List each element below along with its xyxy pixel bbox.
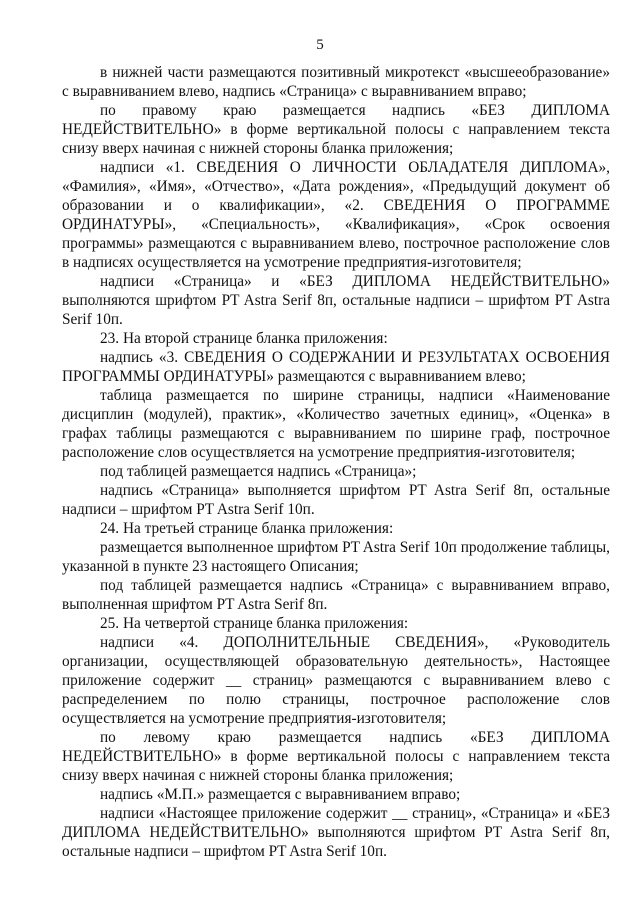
paragraph: надпись «Страница» выполняется шрифтом PT Astra Serif 8п, остальные надписи – шрифтом PT Astra Serif 10п.	[62, 482, 610, 518]
paragraph: под таблицей размещается надпись «Страница»;	[100, 463, 417, 480]
section-heading: 25. На четвертой странице бланка приложения:	[100, 615, 409, 632]
paragraph: надписи «1. СВЕДЕНИЯ О ЛИЧНОСТИ ОБЛАДАТЕЛЯ ДИПЛОМА», «Фамилия», «Имя», «Отчество», «Дата рождения», «Предыдущий документ об образовании и о квалификации», «2. СВЕДЕНИЯ О ПРОГРАММЕ ОРДИНАТУРЫ», «Специальность», «Квалификация», «Срок освоения программы» размещаются с выравниванием влево, построчное расположение слов в надписях осуществляется на усмотрение предприятия-изготовителя;	[62, 159, 610, 271]
paragraph: размещается выполненное шрифтом PT Astra Serif 10п продолжение таблицы, указанной в пункте 23 настоящего Описания;	[62, 539, 610, 575]
section-heading: 24. На третьей странице бланка приложения:	[100, 520, 394, 537]
paragraph: надпись «М.П.» размещается с выравниванием вправо;	[100, 786, 461, 803]
paragraph: надписи «Настоящее приложение содержит __ страниц», «Страница» и «БЕЗ ДИПЛОМА НЕДЕЙСТВИТЕЛЬНО» выполняются шрифтом PT Astra Serif 8п, остальные надписи – шрифтом PT Astra Serif 10п.	[62, 805, 610, 860]
section-heading: 23. На второй странице бланка приложения:	[100, 330, 388, 347]
page-number: 5	[316, 37, 324, 53]
paragraph: по правому краю размещается надпись «БЕЗ ДИПЛОМА НЕДЕЙСТВИТЕЛЬНО» в форме вертикальной полосы с направлением текста снизу вверх начиная с нижней стороны бланка приложения;	[62, 102, 610, 157]
paragraph: по левому краю размещается надпись «БЕЗ ДИПЛОМА НЕДЕЙСТВИТЕЛЬНО» в форме вертикальной полосы с направлением текста снизу вверх начиная с нижней стороны бланка приложения;	[62, 729, 610, 784]
paragraph: надпись «3. СВЕДЕНИЯ О СОДЕРЖАНИИ И РЕЗУЛЬТАТАХ ОСВОЕНИЯ ПРОГРАММЫ ОРДИНАТУРЫ» размещаются с выравниванием влево;	[62, 349, 610, 385]
paragraph: таблица размещается по ширине страницы, надписи «Наименование дисциплин (модулей), практик», «Количество зачетных единиц», «Оценка» в графах таблицы размещаются с выравниванием по ширине граф, построчное расположение слов осуществляется на усмотрение предприятия-изготовителя;	[62, 387, 610, 461]
document-body	[62, 63, 610, 861]
paragraph: под таблицей размещается надпись «Страница» с выравниванием вправо, выполненная шрифтом PT Astra Serif 8п.	[62, 577, 610, 613]
paragraph: надписи «4. ДОПОЛНИТЕЛЬНЫЕ СВЕДЕНИЯ», «Руководитель организации, осуществляющей образовательную деятельность», Настоящее приложение содержит __ страниц» размещаются с выравниванием влево с распределением по полю страницы, построчное расположение слов осуществляется на усмотрение предприятия-изготовителя;	[62, 634, 610, 727]
paragraph: надписи «Страница» и «БЕЗ ДИПЛОМА НЕДЕЙСТВИТЕЛЬНО» выполняются шрифтом PT Astra Serif 8п, остальные надписи – шрифтом PT Astra Serif 10п.	[62, 273, 610, 328]
paragraph: в нижней части размещаются позитивный микротекст «высшееобразование» с выравниванием влево, надпись «Страница» с выравниванием вправо;	[62, 64, 610, 100]
